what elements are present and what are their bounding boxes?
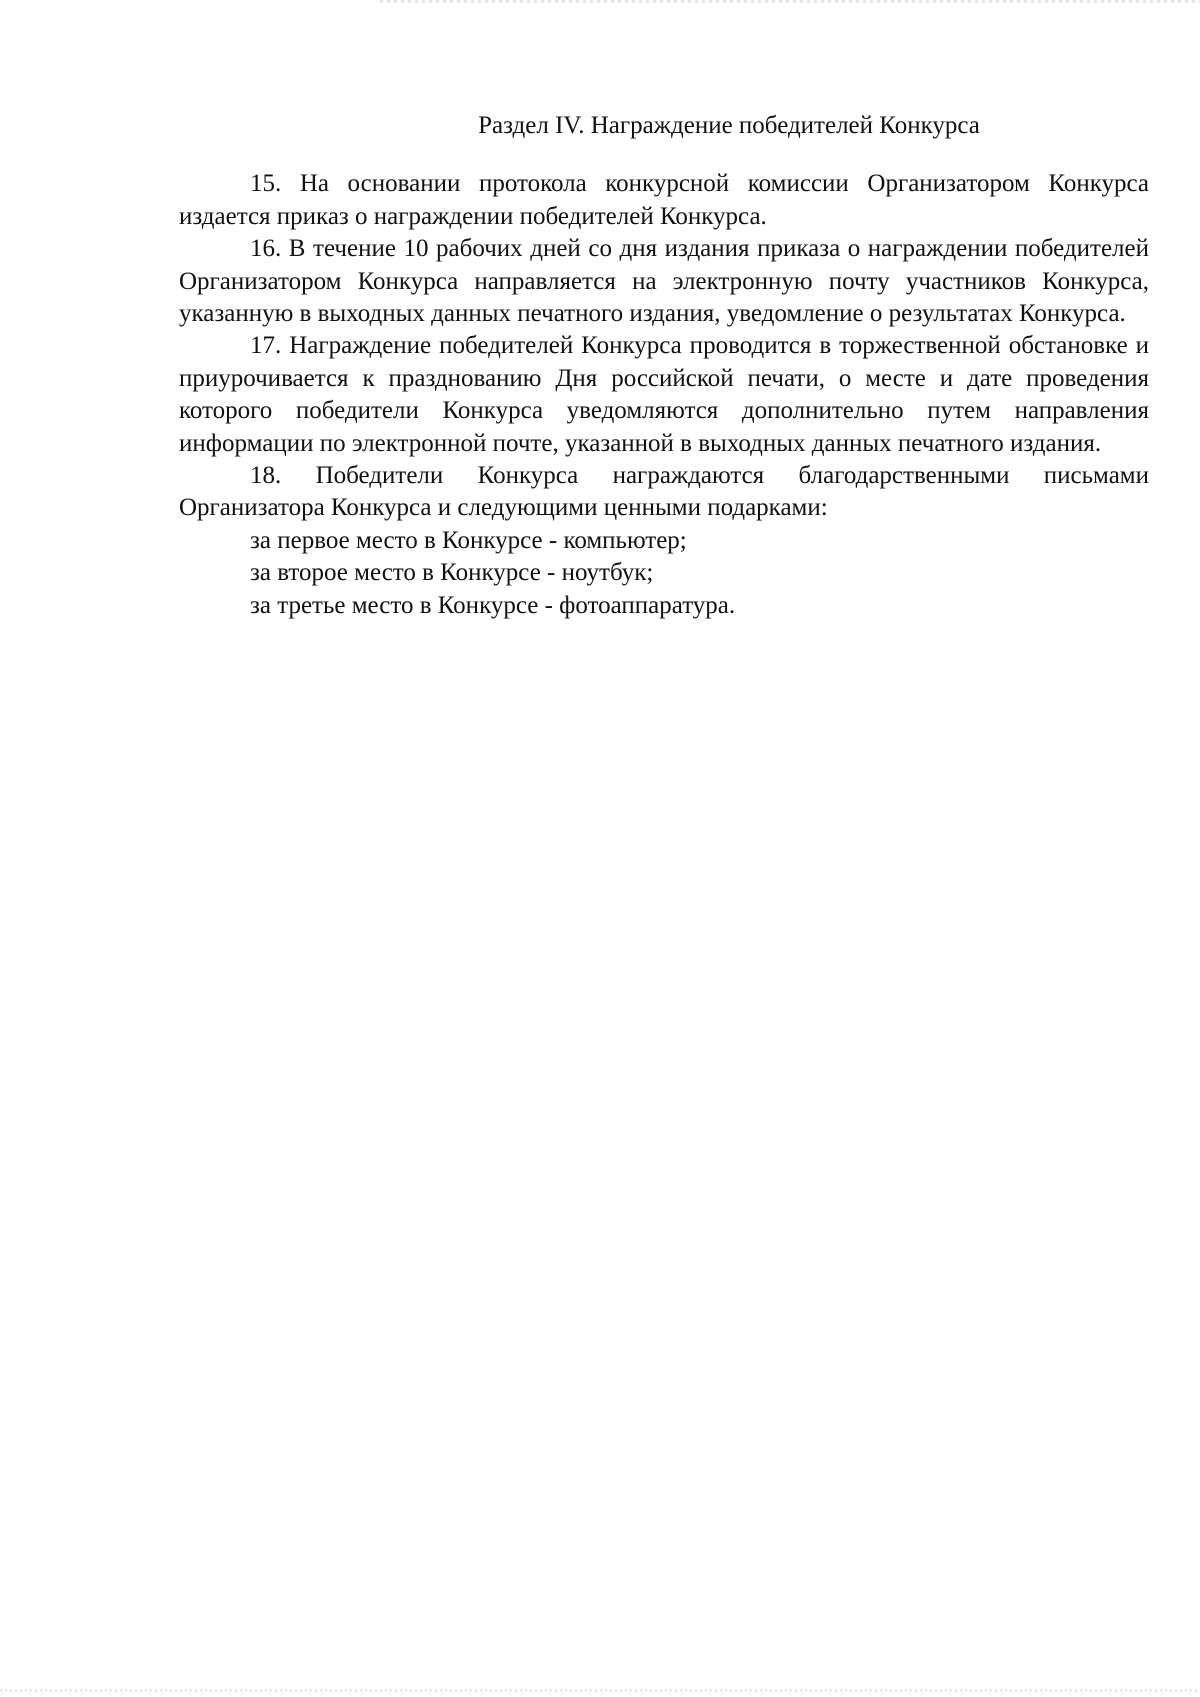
paragraph-15: 15. На основании протокола конкурсной комиссии Организатором Конкурса издается приказ о награждении победителей Конкурса.	[179, 170, 1149, 230]
document-body	[179, 110, 1149, 622]
paragraph-16: 16. В течение 10 рабочих дней со дня издания приказа о награждении победителей Организатором Конкурса направляется на электронную почту участников Конкурса, указанную в выходных данных печатного издания, уведомление о результатах Конкурса.	[179, 235, 1149, 328]
scan-edge-top	[380, 0, 1200, 3]
paragraph-18: 18. Победители Конкурса награждаются благодарственными письмами Организатора Конкурса и следующими ценными подарками:	[179, 462, 1149, 522]
scan-edge-bottom	[0, 1689, 1200, 1692]
prize-second-place: за второе место в Конкурсе - ноутбук;	[250, 559, 654, 587]
section-title: Раздел IV. Награждение победителей Конкурса	[478, 112, 980, 139]
prize-third-place: за третье место в Конкурсе - фотоаппаратура.	[250, 591, 736, 619]
paragraph-17: 17. Награждение победителей Конкурса проводится в торжественной обстановке и приурочивается к празднованию Дня российской печати, о месте и дате проведения которого победители Конкурса уведомляются дополнительно путем направления информации по электронной почте, указанной в выходных данных печатного издания.	[179, 332, 1149, 457]
prize-first-place: за первое место в Конкурсе - компьютер;	[250, 526, 687, 554]
